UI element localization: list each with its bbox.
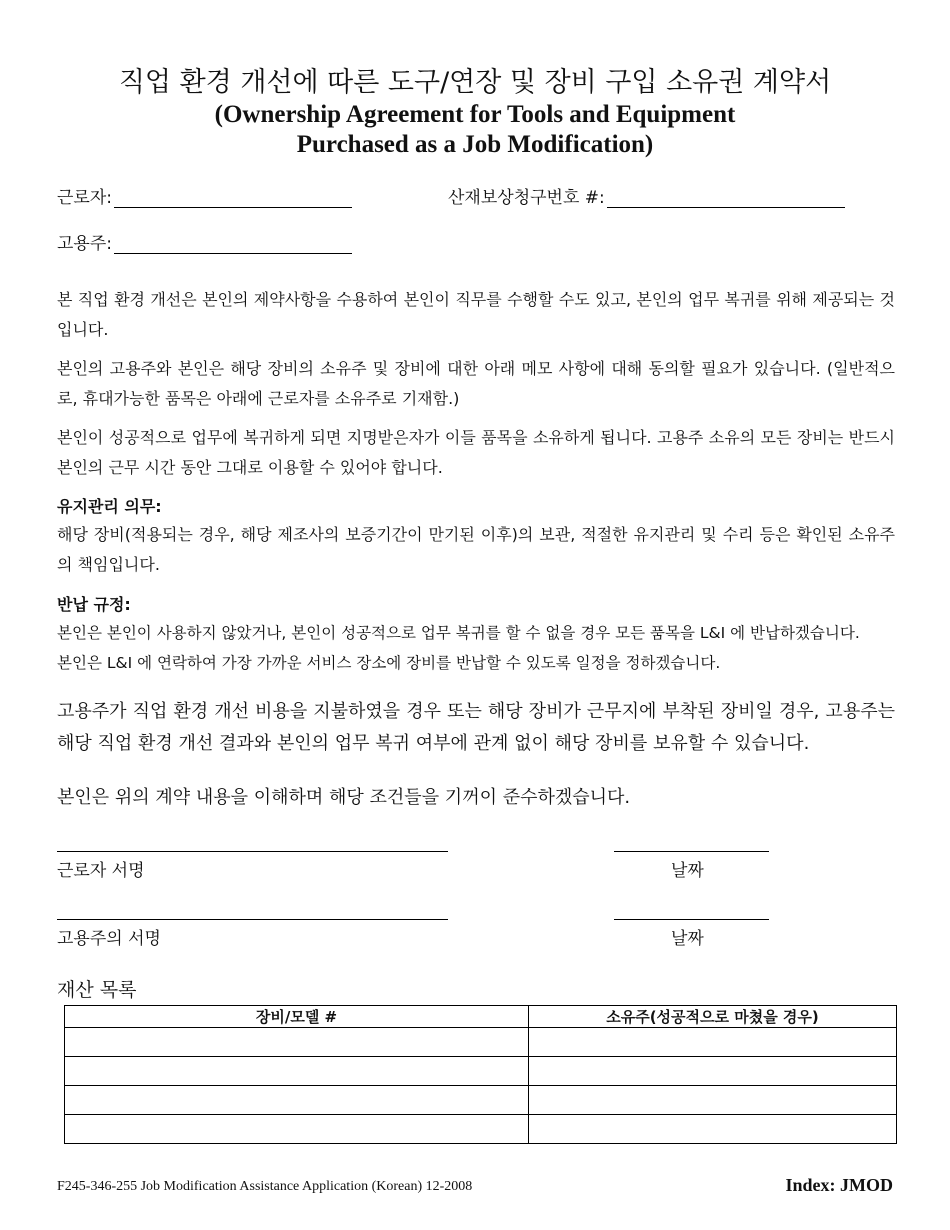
claim-field (448, 183, 845, 208)
worker-signature-line[interactable] (57, 851, 448, 852)
paragraph-intro: 본 직업 환경 개선은 본인의 제약사항을 수용하여 본인이 직무를 수행할 수도 있고, 본인의 업무 복귀를 위해 제공되는 것입니다. (57, 290, 895, 339)
table-cell[interactable] (65, 1086, 529, 1115)
date-line-2[interactable] (614, 919, 769, 920)
employer-signature-line[interactable] (57, 919, 448, 920)
property-table (64, 1005, 897, 1144)
table-row (65, 1028, 897, 1057)
return-heading: 반납 규정: (57, 595, 131, 614)
title-korean: 직업 환경 개선에 따른 도구/연장 및 장비 구입 소유권 계약서 (118, 67, 832, 98)
worker-field (57, 183, 352, 208)
employer-field (57, 229, 352, 254)
claim-label: 산재보상청구번호 #: (448, 188, 605, 208)
paragraph-agreement: 본인의 고용주와 본인은 해당 장비의 소유주 및 장비에 대한 아래 메모 사항에 대해 동의할 필요가 있습니다. (일반적으로, 휴대가능한 품목은 아래에 근로자를 소유주로 기재함.) (57, 359, 895, 408)
table-cell[interactable] (65, 1115, 529, 1144)
worker-input-line[interactable] (114, 189, 352, 208)
table-cell[interactable] (65, 1057, 529, 1086)
table-row (65, 1115, 897, 1144)
table-cell[interactable] (529, 1057, 897, 1086)
table-row (65, 1057, 897, 1086)
date-label-2: 날짜 (671, 929, 704, 949)
table-cell[interactable] (529, 1086, 897, 1115)
maintenance-heading: 유지관리 의무: (57, 497, 162, 516)
form-index: Index: JMOD (785, 1175, 893, 1195)
return-text-line1: 본인은 본인이 사용하지 않았거나, 본인이 성공적으로 업무 복귀를 할 수 없을 경우 모든 품목을 L&I 에 반납하겠습니다. (57, 624, 860, 642)
paragraph-employer-retain: 고용주가 직업 환경 개선 비용을 지불하였을 경우 또는 해당 장비가 근무지에 부착된 장비일 경우, 고용주는 해당 직업 환경 개선 결과와 본인의 업무 복귀 여부에 관계 없이 해당 장비를 보유할 수 있습니다. (57, 701, 895, 754)
maintenance-text: 해당 장비(적용되는 경우, 해당 제조사의 보증기간이 만기된 이후)의 보관, 적절한 유지관리 및 수리 등은 확인된 소유주의 책임입니다. (57, 525, 895, 574)
column-owner: 소유주(성공적으로 마쳤을 경우) (529, 1006, 897, 1028)
date-label-1: 날짜 (671, 861, 704, 881)
property-list-title: 재산 목록 (57, 979, 137, 1001)
employer-signature-label: 고용주의 서명 (57, 929, 161, 949)
claim-input-line[interactable] (607, 189, 845, 208)
table-row (65, 1086, 897, 1115)
title-english-line2: Purchased as a Job Modification) (296, 131, 654, 158)
employer-input-line[interactable] (114, 235, 352, 254)
table-cell[interactable] (65, 1028, 529, 1057)
employer-label: 고용주: (57, 234, 112, 254)
title-english-line1: (Ownership Agreement for Tools and Equipment (214, 101, 736, 128)
property-table-header (65, 1006, 897, 1028)
title-english (0, 100, 950, 160)
table-cell[interactable] (529, 1115, 897, 1144)
return-text-line2: 본인은 L&I 에 연락하여 가장 가까운 서비스 장소에 장비를 반납할 수 있도록 일정을 정하겠습니다. (57, 654, 721, 672)
form-id: F245-346-255 Job Modification Assistance Application (Korean) 12-2008 (57, 1179, 473, 1194)
paragraph-consent: 본인은 위의 계약 내용을 이해하며 해당 조건들을 기꺼이 준수하겠습니다. (57, 787, 631, 808)
worker-signature-label: 근로자 서명 (57, 861, 145, 881)
table-cell[interactable] (529, 1028, 897, 1057)
column-equipment-model: 장비/모델 # (65, 1006, 529, 1028)
date-line-1[interactable] (614, 851, 769, 852)
worker-label: 근로자: (57, 188, 112, 208)
paragraph-ownership: 본인이 성공적으로 업무에 복귀하게 되면 지명받은자가 이들 품목을 소유하게 됩니다. 고용주 소유의 모든 장비는 반드시 본인의 근무 시간 동안 그대로 이용할 수 있어야 합니다. (57, 428, 895, 477)
